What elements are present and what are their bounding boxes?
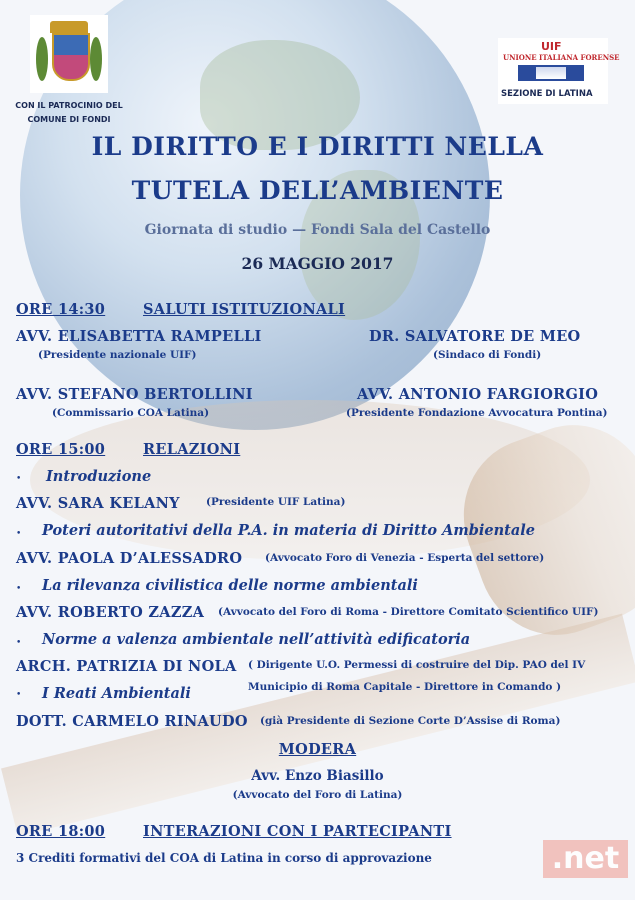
speaker-name: AVV. SARA KELANY — [16, 495, 180, 512]
uif-section: SEZIONE DI LATINA — [501, 89, 593, 99]
speaker-name: AVV. ROBERTO ZAZZA — [16, 604, 205, 621]
uif-name: UNIONE ITALIANA FORENSE — [503, 53, 620, 62]
speaker-role: (Sindaco di Fondi) — [433, 349, 542, 361]
watermark-logo: .net — [543, 840, 628, 878]
bullet-icon: • — [16, 474, 22, 484]
speaker-role: (Presidente UIF Latina) — [206, 496, 346, 508]
speaker-role: (già Presidente di Sezione Corte D’Assise di Roma) — [260, 715, 561, 727]
uif-abbr: UIF — [541, 40, 562, 53]
title-line1: IL DIRITTO E I DIRITTI NELLA — [91, 132, 544, 161]
speaker-role: Municipio di Roma Capitale - Direttore in Comando ) — [248, 681, 562, 693]
speaker-name: DR. SALVATORE DE MEO — [369, 328, 581, 345]
uif-emblem-icon — [518, 65, 584, 81]
uif-logo — [498, 38, 620, 104]
bullet-icon: • — [16, 690, 22, 700]
moderator-label: MODERA — [278, 741, 357, 758]
speaker-role: ( Dirigente U.O. Permessi di costruire del Dip. PAO del IV — [248, 659, 586, 671]
bullet-icon: • — [16, 638, 22, 648]
crest-leaf — [90, 37, 102, 81]
moderator-role: (Avvocato del Foro di Latina) — [232, 789, 403, 801]
topic: Poteri autoritativi della P.A. in materia di Diritto Ambientale — [42, 522, 535, 539]
speaker-role: (Commissario COA Latina) — [52, 407, 210, 419]
comune-crest-logo — [30, 15, 108, 93]
patronage-line1: CON IL PATROCINIO DEL — [15, 101, 123, 110]
session3-title: INTERAZIONI CON I PARTECIPANTI — [143, 823, 452, 840]
subtitle: Giornata di studio — Fondi Sala del Castello — [144, 222, 491, 238]
session3-time: ORE 18:00 — [16, 823, 106, 840]
speaker-role: (Presidente nazionale UIF) — [38, 349, 197, 361]
title-line2: TUTELA DELL’AMBIENTE — [131, 176, 504, 205]
session2-time: ORE 15:00 — [16, 441, 106, 458]
session2-title: RELAZIONI — [143, 441, 241, 458]
topic: I Reati Ambientali — [42, 685, 191, 702]
speaker-name: AVV. ELISABETTA RAMPELLI — [16, 328, 262, 345]
crest-leaf — [36, 37, 48, 81]
crest-shield — [52, 33, 90, 81]
topic: La rilevanza civilistica delle norme ambientali — [42, 577, 418, 594]
speaker-name: AVV. PAOLA D’ALESSADRO — [16, 550, 243, 567]
credits-note: 3 Crediti formativi del COA di Latina in corso di approvazione — [16, 851, 432, 865]
session1-title: SALUTI ISTITUZIONALI — [143, 301, 346, 318]
topic: Introduzione — [46, 468, 152, 485]
speaker-name: DOTT. CARMELO RINAUDO — [16, 713, 248, 730]
speaker-name: AVV. STEFANO BERTOLLINI — [16, 386, 253, 403]
bullet-icon: • — [16, 529, 22, 539]
moderator-name: Avv. Enzo Biasillo — [251, 768, 384, 784]
event-date: 26 MAGGIO 2017 — [241, 254, 394, 273]
topic: Norme a valenza ambientale nell’attività edificatoria — [42, 631, 471, 648]
speaker-name: ARCH. PATRIZIA DI NOLA — [16, 658, 237, 675]
session1-time: ORE 14:30 — [16, 301, 106, 318]
bullet-icon: • — [16, 584, 22, 594]
speaker-role: (Avvocato del Foro di Roma - Direttore Comitato Scientifico UIF) — [218, 606, 599, 618]
speaker-role: (Presidente Fondazione Avvocatura Pontina) — [346, 407, 608, 419]
speaker-name: AVV. ANTONIO FARGIORGIO — [357, 386, 599, 403]
patronage-line2: COMUNE DI FONDI — [27, 115, 111, 124]
crest-crown — [50, 21, 88, 33]
speaker-role: (Avvocato Foro di Venezia - Esperta del settore) — [265, 552, 545, 564]
